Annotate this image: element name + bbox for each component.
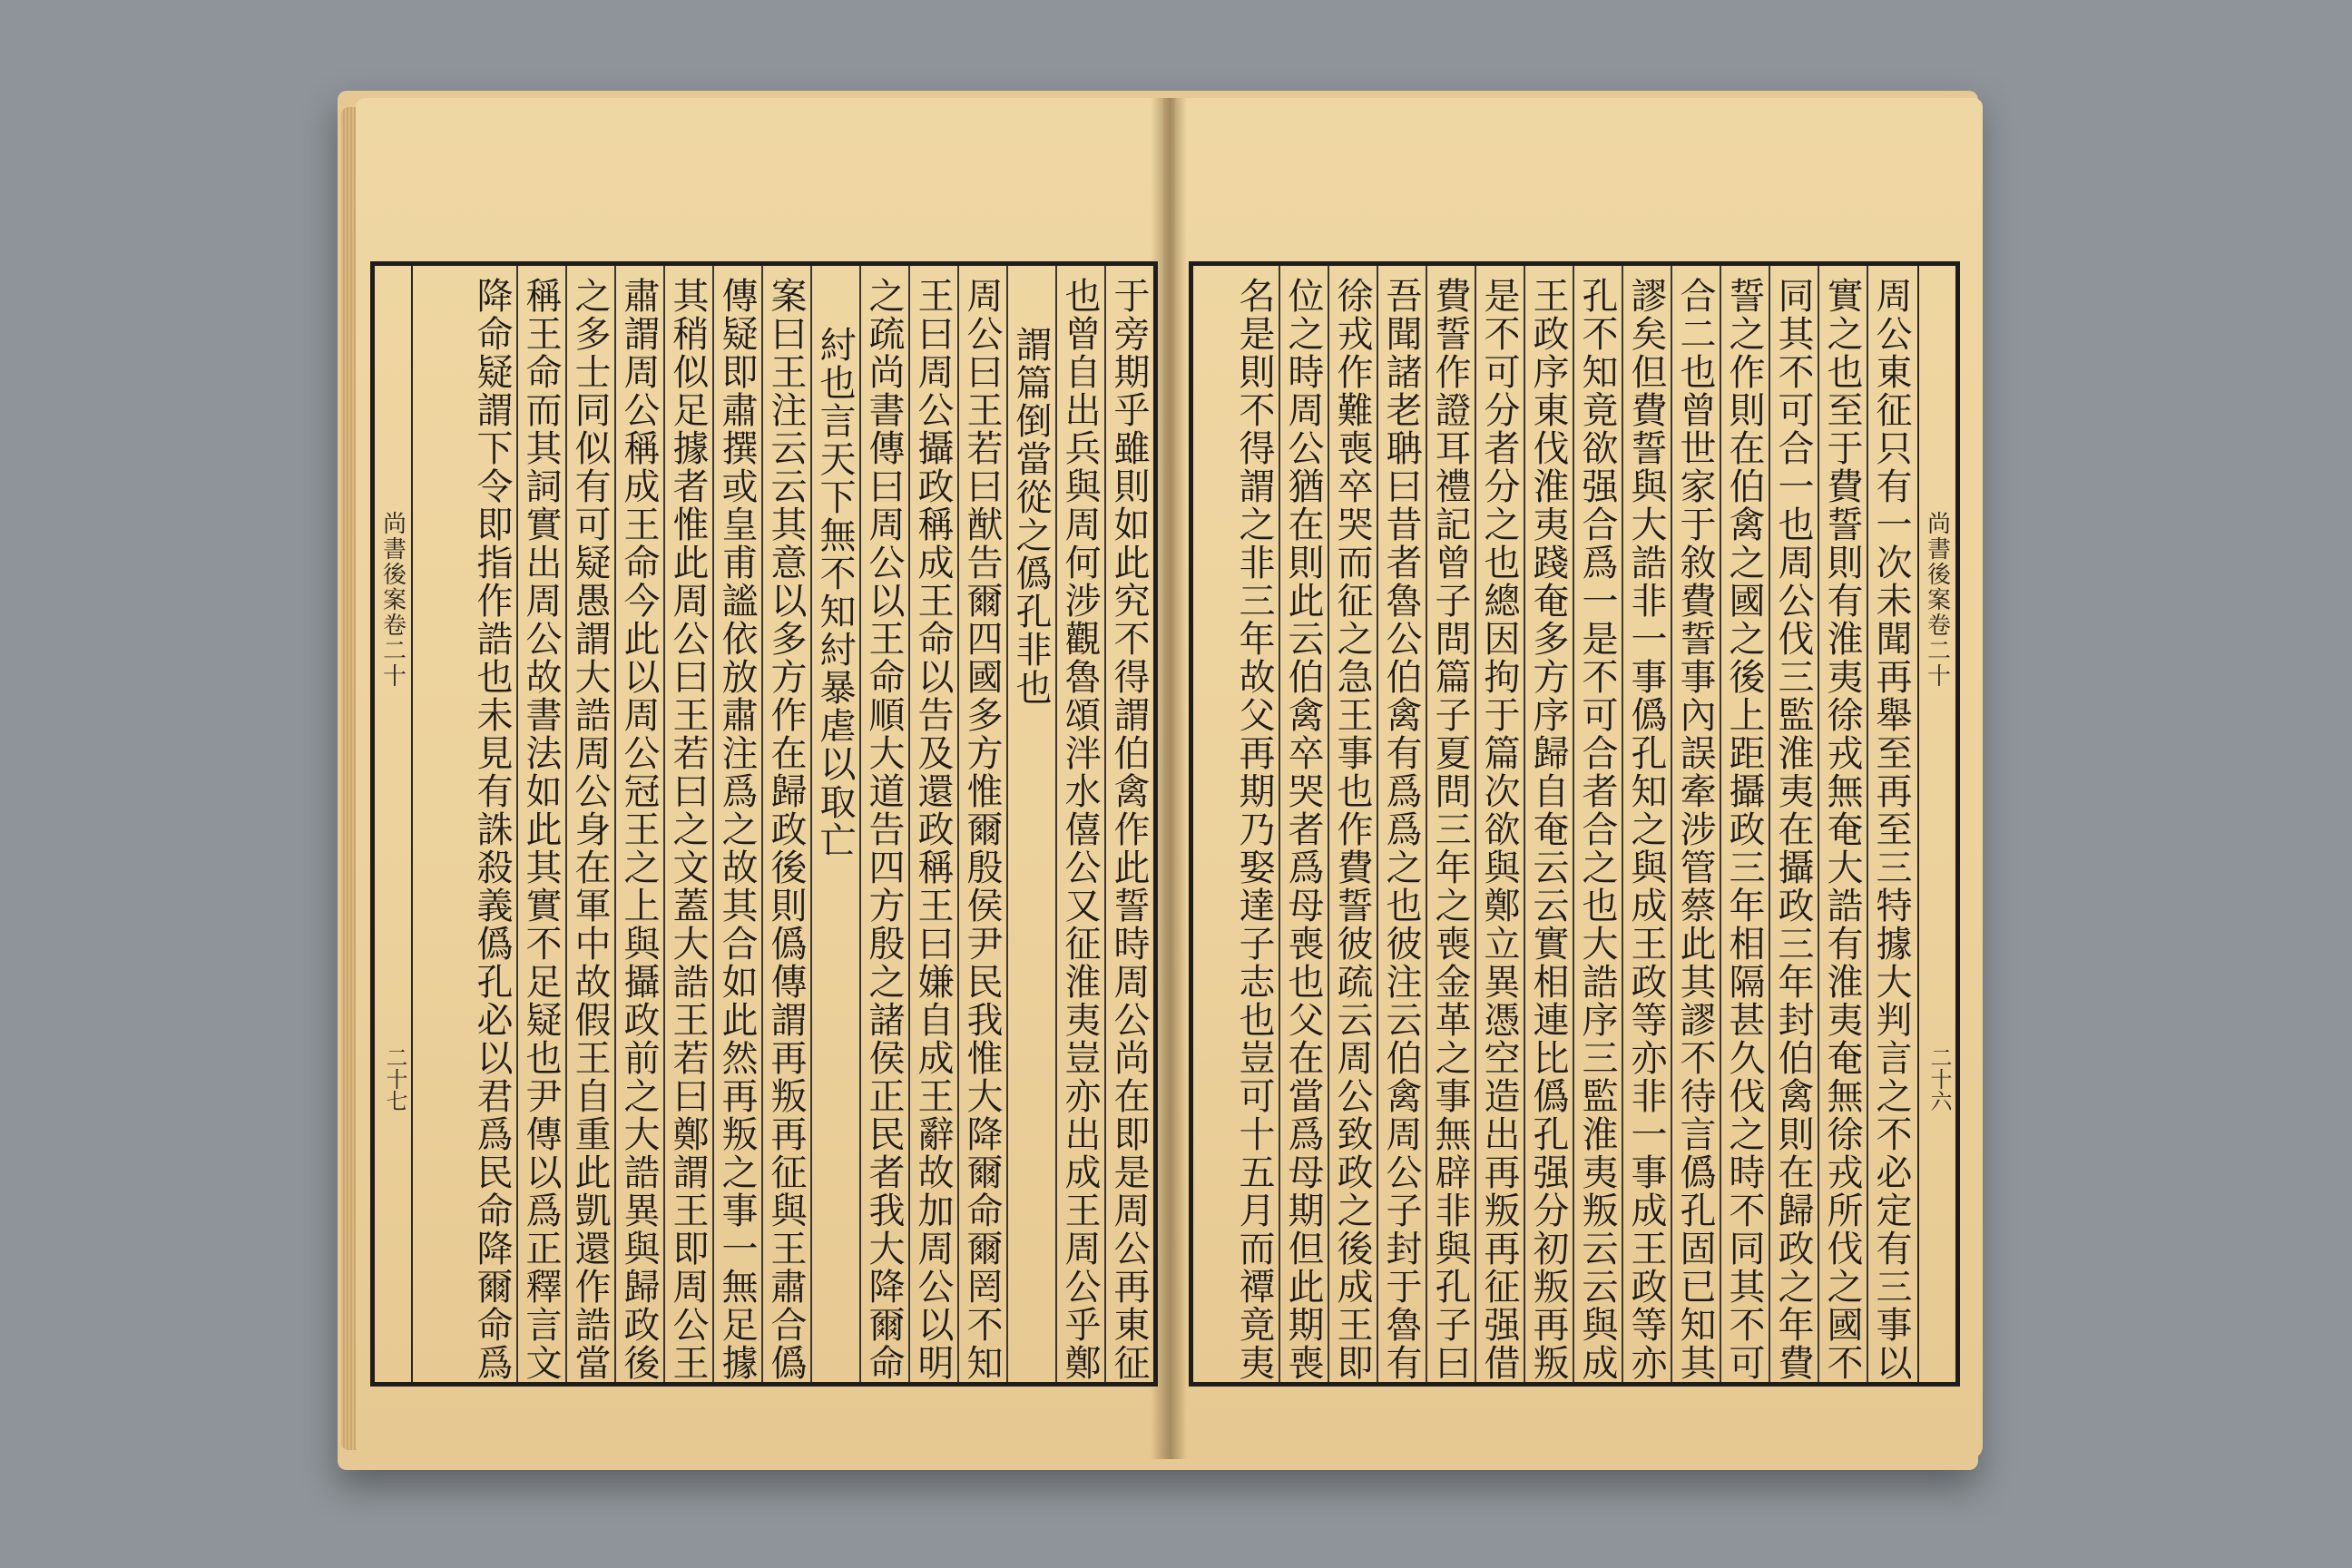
- text-column: 謂篇倒當從之僞孔非也: [1006, 266, 1055, 1382]
- right-text-columns: [1193, 266, 1916, 1382]
- text-column: 名是則不得謂之非三年故父再期乃娶達子志也豈可十五月而禫竟夷: [1233, 277, 1275, 1382]
- text-column: 位之時周公猶在則此云伯禽卒哭者爲母喪也父在當爲母期但此期喪: [1279, 266, 1328, 1382]
- text-column: 也曾自出兵與周何涉觀魯頌泮水僖公又征淮夷豈亦出成王周公乎鄭: [1055, 266, 1104, 1382]
- right-banxin-title: 尚書後案卷二十: [1923, 511, 1951, 689]
- text-column: 降命疑謂下令即指作誥也未見有誅殺義僞孔必以君爲民命降爾命爲: [471, 277, 513, 1382]
- text-column: 同其不可合一也周公伐三監淮夷在攝政三年封伯禽則在歸政之年費: [1769, 266, 1818, 1382]
- text-column: 謬矣但費誓與大誥非一事僞孔知之與成王政等亦非一事成王政等亦: [1622, 266, 1671, 1382]
- text-column: 于旁期乎雖則如此究不得謂伯禽作此誓時周公尚在即是周公再東征: [1104, 266, 1153, 1382]
- text-column: 合二也曾世家于敘費誓事內誤牽涉管蔡此其謬不待言僞孔固已知其: [1671, 266, 1720, 1382]
- text-column: 徐戎作難喪卒哭而征之急王事也作費誓彼疏云周公致政之後成王即: [1328, 266, 1377, 1382]
- text-column: 孔不知竟欲强合爲一是不可合者合之也大誥序三監淮夷叛云云與成: [1573, 266, 1622, 1382]
- text-column: 之多士同似有可疑愚謂大誥周公身在軍中故假王自重此凱還作誥當: [565, 266, 614, 1382]
- text-column: 肅謂周公稱成王命今此以周公冠王之上與攝政前之大誥異與歸政後: [614, 266, 663, 1382]
- left-banxin: [375, 266, 413, 1382]
- text-column: 費誓作證耳禮記曾子問篇子夏問三年之喪金革之事無辟非與孔子曰: [1426, 266, 1475, 1382]
- text-column: 紂也言天下無不知紂暴虐以取亡: [810, 266, 859, 1382]
- right-page-frame: [1189, 261, 1960, 1387]
- text-column: 周公曰王若曰猷告爾四國多方惟爾殷侯尹民我惟大降爾命爾罔不知: [957, 266, 1006, 1382]
- text-column: 是不可分者分之也總因拘于篇次欲與鄭立異憑空造出再叛再征强借: [1475, 266, 1524, 1382]
- text-column: 之疏尚書傳曰周公以王命順大道告四方殷之諸侯正民者我大降爾命: [859, 266, 908, 1382]
- right-folio-number: 二十六: [1926, 1046, 1952, 1112]
- text-column: 稱王命而其詞實出周公故書法如此其實不足疑也尹傳以爲正釋言文: [516, 266, 565, 1382]
- left-folio-number: 二十七: [382, 1046, 407, 1112]
- text-column: 實之也至于費誓則有淮夷徐戎無奄大誥有淮夷奄無徐戎所伐之國不: [1818, 266, 1867, 1382]
- text-column: 其稍似足據者惟此周公曰王若曰之文蓋大誥王若曰鄭謂王即周公王: [663, 266, 712, 1382]
- text-column: 王政序東伐淮夷踐奄多方序歸自奄云云實相連比僞孔强分初叛再叛: [1524, 266, 1573, 1382]
- text-column: 周公東征只有一次未聞再舉至再至三特據大判言之不必定有三事以: [1867, 266, 1916, 1382]
- left-banxin-title: 尚書後案卷二十: [378, 511, 407, 689]
- left-text-columns: [415, 266, 1153, 1382]
- text-column: 傳疑即肅撰或皇甫謐依放肅注爲之故其合如此然再叛之事一無足據: [712, 266, 761, 1382]
- left-page-frame: [370, 261, 1158, 1387]
- text-column: 誓之作則在伯禽之國之後上距攝政三年相隔甚久伐之時不同其不可: [1720, 266, 1769, 1382]
- text-column: 吾聞諸老聃曰昔者魯公伯禽有爲爲之也彼注云伯禽周公子封于魯有: [1377, 266, 1426, 1382]
- text-column: 王曰周公攝政稱成王命以告及還政稱王曰嫌自成王辭故加周公以明: [908, 266, 957, 1382]
- text-column: 案曰王注云云其意以多方作在歸政後則僞傳謂再叛再征與王肅合僞: [761, 266, 810, 1382]
- right-banxin: [1917, 266, 1955, 1382]
